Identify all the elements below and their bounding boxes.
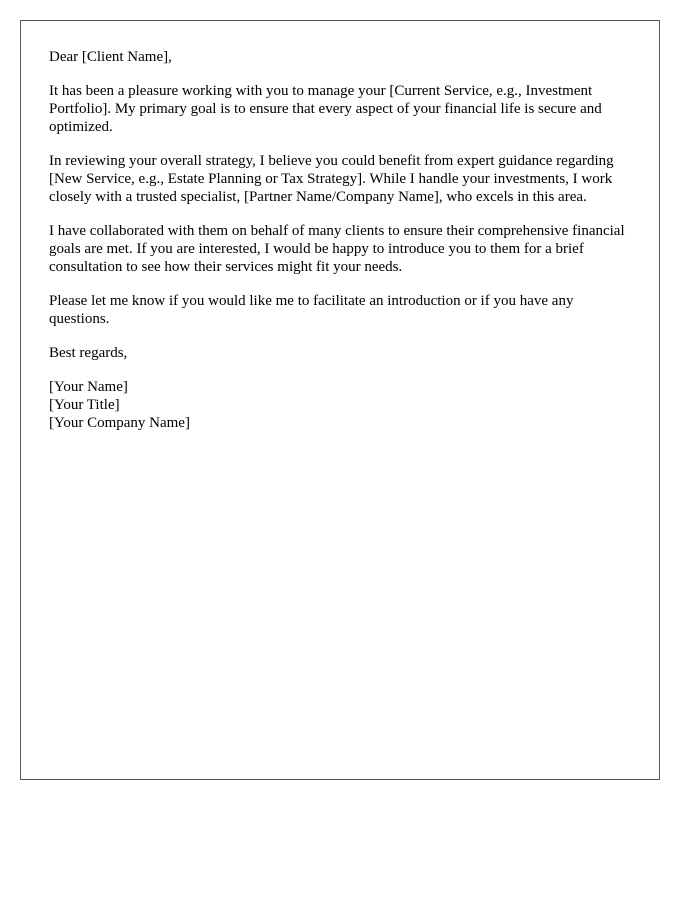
letter-paragraph-request: Please let me know if you would like me to facilitate an introduction or if you have any questions. xyxy=(49,293,574,327)
signature-name: [Your Name] xyxy=(49,379,128,395)
letter-paragraph-intro: It has been a pleasure working with you to manage your [Current Service, e.g., Investment Portfolio]. My primary goal is to ensure that every aspect of your financial life is secure and optimized. xyxy=(49,83,602,135)
letter-salutation: Dear [Client Name], xyxy=(49,49,172,65)
signature-company: [Your Company Name] xyxy=(49,415,190,431)
signature-title: [Your Title] xyxy=(49,397,120,413)
letter-paragraph-recommendation: In reviewing your overall strategy, I believe you could benefit from expert guidance regarding [New Service, e.g., Estate Planning or Tax Strategy]. While I handle your investments, I work closely with a trusted specialist, [Partner Name/Company Name], who excels in this area. xyxy=(49,153,614,205)
letter-closing: Best regards, xyxy=(49,345,128,361)
signature-block xyxy=(49,378,631,432)
letter-paragraph-collaboration: I have collaborated with them on behalf of many clients to ensure their comprehensive financial goals are met. If you are interested, I would be happy to introduce you to them for a brief consultation to see how their services might fit your needs. xyxy=(49,223,625,275)
letter-document xyxy=(20,20,660,780)
